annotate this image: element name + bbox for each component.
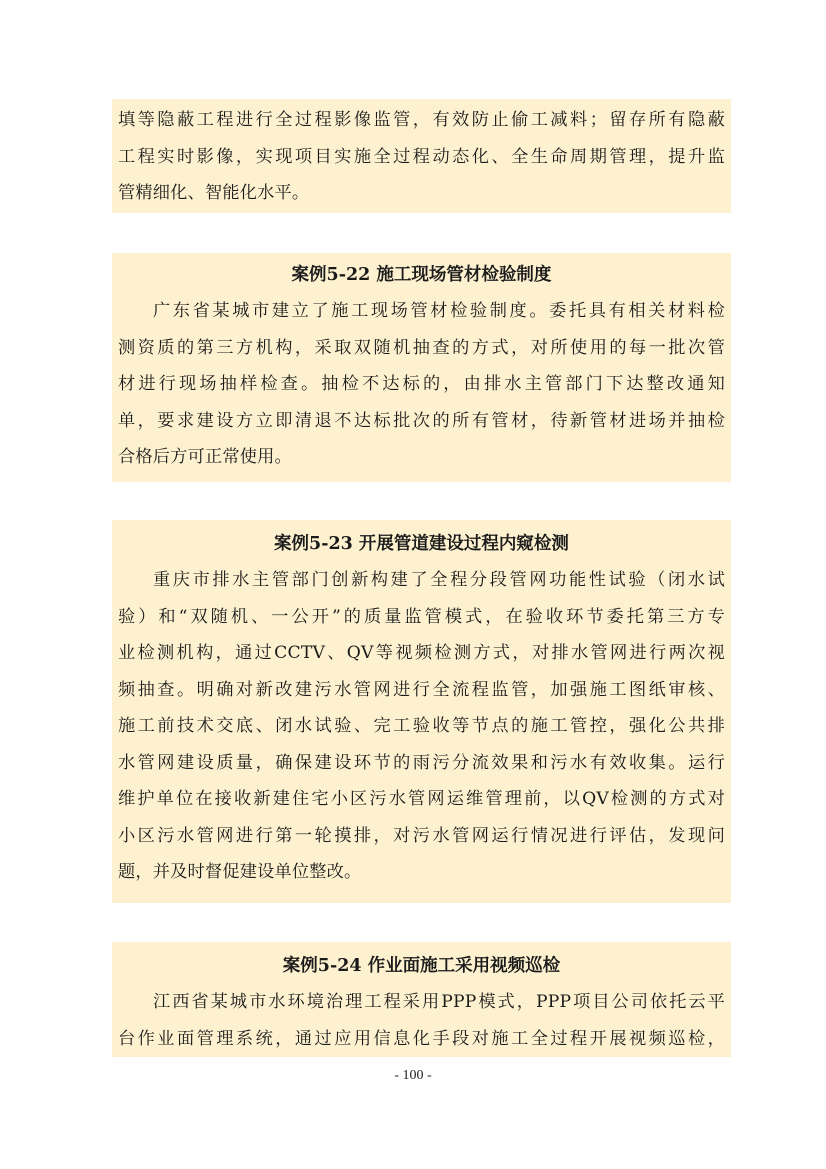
body-line: 材进行现场抽样检查。抽检不达标的，由排水主管部门下达整改通知 bbox=[118, 374, 725, 394]
body-line: 广东省某城市建立了施工现场管材检验制度。委托具有相关材料检 bbox=[153, 301, 725, 321]
body-line: 业检测机构，通过CCTV、QV等视频检测方式，对排水管网进行两次视 bbox=[118, 643, 725, 663]
case-box-5-23 bbox=[112, 520, 731, 903]
body-line: 施工前技术交底、闭水试验、完工验收等节点的施工管控，强化公共排 bbox=[118, 716, 725, 736]
body-line: 填等隐蔽工程进行全过程影像监管，有效防止偷工减料；留存所有隐蔽 bbox=[118, 110, 725, 130]
body-line: 工程实时影像，实现项目实施全过程动态化、全生命周期管理，提升监 bbox=[118, 146, 725, 167]
body-line: 测资质的第三方机构，采取双随机抽查的方式，对所使用的每一批次管 bbox=[118, 337, 725, 358]
body-line: 小区污水管网进行第一轮摸排，对污水管网运行情况进行评估，发现问 bbox=[118, 825, 725, 846]
body-line: 验）和“双随机、一公开”的质量监管模式，在验收环节委托第三方专 bbox=[118, 606, 725, 627]
body-line: 江西省某城市水环境治理工程采用PPP模式，PPP项目公司依托云平 bbox=[153, 992, 725, 1012]
case-title: 案例5-23 开展管道建设过程内窥检测 bbox=[274, 534, 569, 554]
body-line: 水管网建设质量，确保建设环节的雨污分流效果和污水有效收集。运行 bbox=[118, 752, 725, 773]
body-line: 重庆市排水主管部门创新构建了全程分段管网功能性试验（闭水试 bbox=[153, 570, 725, 590]
body-line: 维护单位在接收新建住宅小区污水管网运维管理前，以QV检测的方式对 bbox=[118, 789, 725, 809]
case-box-5-24 bbox=[112, 942, 731, 1057]
page-number: - 100 - bbox=[394, 1068, 432, 1083]
body-line: 合格后方可正常使用。 bbox=[118, 447, 292, 467]
body-line: 单，要求建设方立即清退不达标批次的所有管材，待新管材进场并抽检 bbox=[118, 410, 725, 431]
case-box-5-22 bbox=[112, 253, 731, 482]
case-title: 案例5-22 施工现场管材检验制度 bbox=[291, 265, 552, 285]
body-line: 频抽查。明确对新改建污水管网进行全流程监管，加强施工图纸审核、 bbox=[118, 679, 725, 700]
body-line: 台作业面管理系统，通过应用信息化手段对施工全过程开展视频巡检， bbox=[118, 1028, 725, 1049]
case-title: 案例5-24 作业面施工采用视频巡检 bbox=[282, 956, 561, 976]
body-line: 管精细化、智能化水平。 bbox=[118, 183, 310, 203]
body-line: 题，并及时督促建设单位整改。 bbox=[118, 862, 362, 882]
continuation-box bbox=[112, 99, 731, 213]
